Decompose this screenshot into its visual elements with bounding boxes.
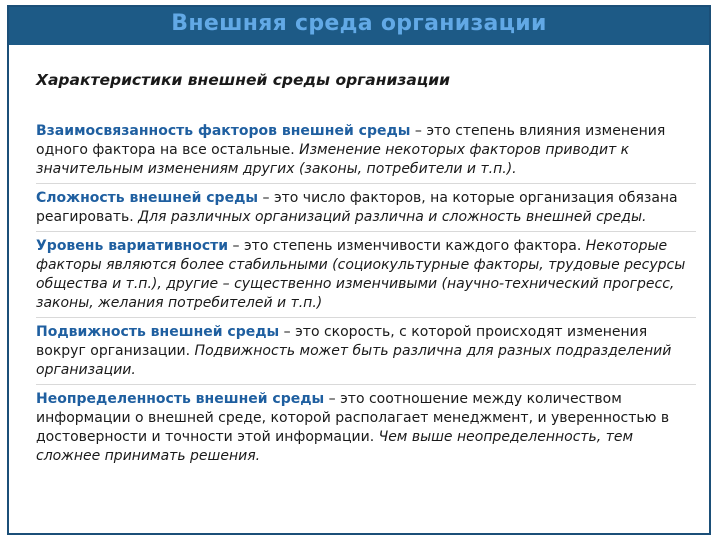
characteristic-note: Некоторые факторы являются более стабильными (социокультурные факторы, трудовые ресурсы общества и т.п.), другие – существенно изменчивыми (научно-технический прогресс, законы, желания потребителей и т.п.) — [36, 238, 686, 311]
title-bar — [9, 7, 709, 45]
characteristic-note: Для различных организаций различна и сложность внешней среды. — [138, 209, 647, 225]
characteristic-description: – это степень изменчивости каждого фактора. — [228, 238, 586, 254]
characteristic-term: Сложность внешней среды — [36, 190, 259, 206]
slide-frame — [7, 5, 711, 535]
characteristic-description: – это степень влияния изменения одного фактора на все остальные. — [36, 123, 666, 158]
characteristic-term: Взаимосвязанность факторов внешней среды — [36, 123, 411, 139]
characteristic-note: Чем выше неопределенность, тем сложнее принимать решения. — [36, 429, 634, 464]
characteristic-complexity — [36, 189, 696, 232]
characteristic-description: – это число факторов, на которые организация обязана реагировать. — [36, 190, 678, 225]
slide-title: Внешняя среда организации — [171, 11, 547, 36]
characteristic-note: Изменение некоторых факторов приводит к значительным изменениям других (законы, потребители и т.п.). — [36, 142, 630, 177]
characteristic-term: Уровень вариативности — [36, 238, 229, 254]
characteristic-variability — [36, 237, 696, 318]
characteristic-interconnectedness — [36, 122, 696, 184]
characteristics-list — [36, 122, 696, 475]
characteristic-term: Подвижность внешней среды — [36, 324, 280, 340]
characteristic-description: – это соотношение между количеством информации о внешней среде, которой располагает менеджмент, и уверенностью в достоверности и точности этой информации. — [36, 391, 670, 445]
characteristic-mobility — [36, 323, 696, 385]
characteristic-uncertainty — [36, 390, 696, 470]
characteristic-note: Подвижность может быть различна для разных подразделений организации. — [36, 343, 672, 378]
characteristic-term: Неопределенность внешней среды — [36, 391, 325, 407]
slide-subtitle: Характеристики внешней среды организации — [36, 71, 450, 89]
characteristic-description: – это скорость, с которой происходят изменения вокруг организации. — [36, 324, 648, 359]
